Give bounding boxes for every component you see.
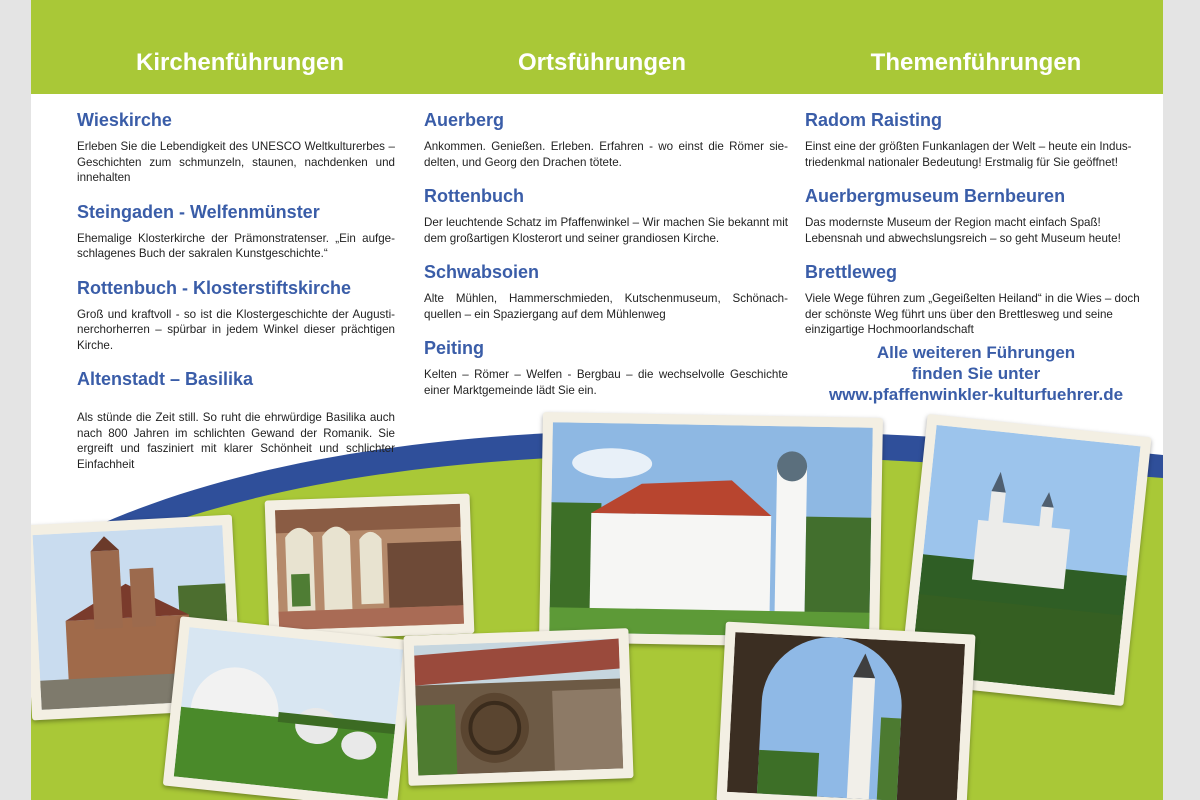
header-kirchenfuehrungen: Kirchenführungen: [136, 49, 344, 76]
section-title: Rottenbuch: [424, 186, 524, 206]
photo-torbogen: [716, 622, 975, 800]
column-orte: [424, 110, 788, 414]
photo-wieskirche: [539, 412, 883, 648]
section-text: Einst eine der größten Funkanlagen der Welt – heute ein Indus-triedenkmal nationaler Bedeutung! Erstmalig für Sie geöffnet!: [805, 140, 1132, 169]
cta-url[interactable]: www.pfaffenwinkler-kulturfuehrer.de: [828, 385, 1124, 404]
cta-line1: Alle weiteren Führungen: [876, 343, 1076, 362]
section-text: Kelten – Römer – Welfen - Bergbau – die wechselvolle Geschichte einer Marktgemeinde lädt Sie ein.: [424, 368, 788, 397]
section-text: Alte Mühlen, Hammerschmieden, Kutschenmuseum, Schönach-quellen – ein Spaziergang auf dem Mühlenweg: [424, 292, 788, 321]
section-title: Rottenbuch - Klosterstiftskirche: [77, 277, 352, 298]
section-text: Der leuchtende Schatz im Pfaffenwinkel – Wir machen Sie bekannt mit dem großartigen Klosterort und seiner grandiosen Kirche.: [424, 216, 788, 245]
section-title: Auerberg: [424, 110, 505, 130]
section-title: Radom Raisting: [805, 110, 943, 130]
header-ortsfuehrungen: Ortsführungen: [518, 49, 686, 76]
section-text: Erleben Sie die Lebendigkeit des UNESCO Weltkulturerbes – Geschichten zum schmunzeln, staunen, nachdenken und innehalten: [77, 140, 395, 184]
section-title: Wieskirche: [77, 110, 172, 130]
section-text: Das modernste Museum der Region macht einfach Spaß! Lebensnah und abwechslungsreich – so geht Museum heute!: [805, 216, 1121, 245]
photo-radom: [163, 616, 414, 800]
section-title: Peiting: [424, 338, 485, 358]
section-text: Groß und kraftvoll - so ist die Klostergeschichte der Augusti-nerchorherren – spürbar in jedem Winkel dieser prächtigen Kirche.: [77, 307, 395, 352]
cta-block: [801, 342, 1151, 405]
column-themen: [805, 110, 1143, 354]
cta-line2: finden Sie unter: [911, 364, 1041, 383]
header-band: [31, 0, 1163, 94]
section-title: Steingaden - Welfenmünster: [77, 201, 320, 222]
section-title: Brettleweg: [805, 262, 898, 282]
section-text: Viele Wege führen zum „Gegeißelten Heiland“ in die Wies – doch der schönste Weg führt uns über den Brettlesweg und seine einzigartige Hochmoorlandschaft: [805, 292, 1140, 336]
section-text: Ankommen. Genießen. Erleben. Erfahren - wo einst die Römer sie-delten, und Georg den Drachen tötete.: [424, 140, 788, 169]
section-text: Als stünde die Zeit still. So ruht die ehrwürdige Basilika auch nach 800 Jahren im schlichten Gewand der Romanik. Sie ergreift und fasziniert mit klarer Schönheit und schlichter Einfachheit: [77, 411, 395, 471]
section-title: Auerbergmuseum Bernbeuren: [805, 186, 1066, 206]
section-text: Ehemalige Klosterkirche der Prämonstratenser. „Ein aufge-schlagenes Buch der sakralen Kunstgeschichte.“: [77, 231, 395, 260]
photo-kreuzgang: [265, 493, 475, 640]
section-title: Schwabsoien: [424, 262, 540, 282]
section-title: Altenstadt – Basilika: [77, 369, 254, 389]
header-themenfuehrungen: Themenführungen: [870, 49, 1082, 76]
brochure-sheet: [31, 0, 1163, 800]
column-kirchen: [77, 110, 395, 488]
photo-muehle: [403, 628, 633, 786]
